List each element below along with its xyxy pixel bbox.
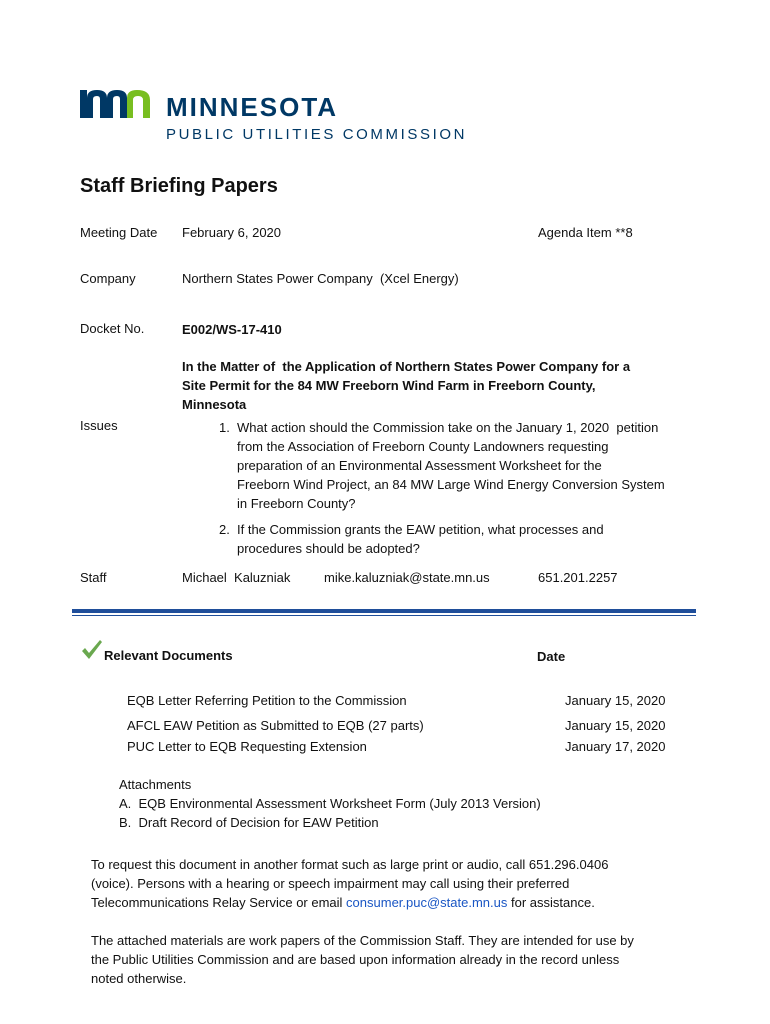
attachment-item: A. EQB Environmental Assessment Worksheet Form (July 2013 Version)	[119, 796, 541, 811]
section-divider-thin	[72, 615, 696, 616]
accessibility-text: for assistance.	[507, 895, 595, 910]
docket-label: Docket No.	[80, 321, 145, 336]
relevant-documents-heading: Relevant Documents	[104, 648, 233, 663]
issues-label: Issues	[80, 418, 118, 433]
agenda-item: Agenda Item **8	[538, 225, 633, 240]
document-title: PUC Letter to EQB Requesting Extension	[127, 739, 367, 754]
accessibility-text: Telecommunications Relay Service or email	[91, 895, 347, 910]
matter-line-3: Minnesota	[182, 397, 247, 412]
staff-phone: 651.201.2257	[538, 570, 618, 585]
company-label: Company	[80, 271, 136, 286]
issue-2-line: If the Commission grants the EAW petition, what processes and	[237, 522, 604, 537]
document-date: January 17, 2020	[565, 739, 666, 754]
matter-line-2: Site Permit for the 84 MW Freeborn Wind Farm in Freeborn County,	[182, 378, 596, 393]
issue-2-number: 2.	[219, 522, 230, 537]
meeting-date-value: February 6, 2020	[182, 225, 282, 240]
consumer-email-link[interactable]: consumer.puc@state.mn.us	[346, 895, 508, 910]
attachment-item: B. Draft Record of Decision for EAW Petition	[119, 815, 379, 830]
checkmark-icon	[80, 638, 104, 662]
page-title: Staff Briefing Papers	[80, 175, 278, 197]
mn-logo-mark	[80, 88, 152, 120]
accessibility-line-1: To request this document in another format such as large print or audio, call 651.296.0406	[91, 857, 609, 872]
issue-1-line: What action should the Commission take on the January 1, 2020 petition	[237, 420, 659, 435]
meeting-date-label: Meeting Date	[80, 225, 158, 240]
accessibility-line-2: (voice). Persons with a hearing or speech impairment may call using their preferred	[91, 876, 570, 891]
issue-1-number: 1.	[219, 420, 230, 435]
issue-1-line: Freeborn Wind Project, an 84 MW Large Wind Energy Conversion System	[237, 477, 665, 492]
section-divider	[72, 609, 696, 613]
company-value: Northern States Power Company (Xcel Energy)	[182, 271, 459, 286]
staff-email[interactable]: mike.kaluzniak@state.mn.us	[324, 570, 490, 585]
disclaimer-line: The attached materials are work papers of the Commission Staff. They are intended for use by	[91, 933, 634, 948]
logo-wordmark: MINNESOTA	[166, 92, 339, 122]
staff-label: Staff	[80, 570, 107, 585]
document-title: AFCL EAW Petition as Submitted to EQB (27 parts)	[127, 718, 424, 733]
docket-value: E002/WS-17-410	[182, 322, 282, 337]
date-column-heading: Date	[537, 649, 566, 664]
issue-1-line: in Freeborn County?	[237, 496, 356, 511]
staff-name: Michael Kaluzniak	[182, 570, 291, 585]
issue-2-line: procedures should be adopted?	[237, 541, 420, 556]
logo-subtitle: PUBLIC UTILITIES COMMISSION	[166, 126, 468, 143]
matter-line-1: In the Matter of the Application of Northern States Power Company for a	[182, 359, 631, 374]
issue-1-line: preparation of an Environmental Assessment Worksheet for the	[237, 458, 602, 473]
attachments-heading: Attachments	[119, 777, 192, 792]
disclaimer-line: noted otherwise.	[91, 971, 187, 986]
document-date: January 15, 2020	[565, 693, 666, 708]
document-title: EQB Letter Referring Petition to the Commission	[127, 693, 407, 708]
disclaimer-line: the Public Utilities Commission and are based upon information already in the record unless	[91, 952, 620, 967]
document-date: January 15, 2020	[565, 718, 666, 733]
issue-1-line: from the Association of Freeborn County Landowners requesting	[237, 439, 609, 454]
accessibility-line-3	[91, 893, 595, 912]
